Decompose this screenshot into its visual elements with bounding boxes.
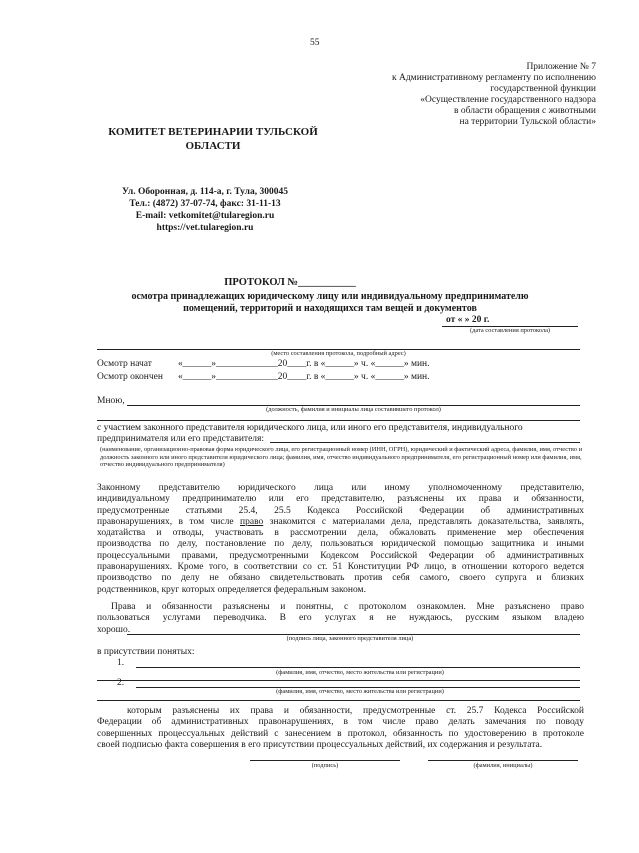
participation-caption: (наименование, организационно-правовая форма юридического лица, его регистрационный номер (ИНН, ОГРН), юридический и фактический адреса, фамилия, имя, отчество и должность законного или иного представителя юридического лица; фамилия, имя, отчество индивидуального предпринимателя, его регистрационный номер или фамилия, имя, отчество индивидуального предпринимателя)	[100, 446, 583, 469]
witness-1-caption: (фамилия, имя, отчество, место жительства или регистрации)	[276, 669, 444, 676]
participation-line-fill[interactable]	[270, 442, 580, 443]
protocol-title: ПРОТОКОЛ №___________	[224, 277, 356, 288]
me-caption: (должность, фамилия и инициалы лица составившего протокол)	[266, 406, 441, 413]
rights-line: Законному представителю юридического лица или иному уполномоченному представителю,	[97, 483, 584, 493]
appendix-line: «Осуществление государственного надзора	[420, 95, 596, 105]
org-address: Ул. Оборонная, д. 114-а, г. Тула, 300045	[121, 187, 288, 197]
inspection-end-fields[interactable]: «______»_____________20____г. в «______» ч. «______» мин.	[178, 372, 430, 382]
witness-number-2: 2.	[117, 678, 125, 688]
appendix-note	[296, 62, 596, 128]
rights-line	[97, 517, 584, 528]
explained-line: пользоваться услугами переводчика. В его услугах я не нуждаюсь, русским языком владею	[97, 613, 584, 624]
footer-signature-caption: (подпись)	[311, 762, 339, 769]
rights-line: индивидуальному предпринимателю или его представителю, разъяснены их права и обязанности,	[97, 494, 584, 505]
org-contacts	[100, 186, 310, 234]
org-name-line: КОМИТЕТ ВЕТЕРИНАРИИ ТУЛЬСКОЙ	[108, 126, 318, 138]
rights-paragraph	[97, 483, 584, 596]
witness-number-1: 1.	[117, 658, 125, 668]
me-line-2[interactable]	[97, 420, 580, 421]
org-phone: Тел.: (4872) 37-07-74, факс: 31-11-13	[129, 199, 281, 209]
witness-2-line-2[interactable]	[97, 700, 580, 701]
witness-1-line[interactable]	[136, 667, 580, 668]
subtitle-line: осмотра принадлежащих юридическому лицу или индивидуальному предпринимателю	[131, 291, 529, 302]
appendix-line: в области обращения с животными	[454, 106, 596, 116]
rights-line: правонарушениях. Кроме того, в соответствии со ст. 51 Конституции РФ лицо, в отношении которого ведется	[97, 562, 584, 573]
rights-line: производства по делу, постановление по делу, пользоваться юридической помощью защитника и иными	[97, 539, 584, 550]
witness-rights-line: которым разъяснены их права и обязанности, предусмотренные ст. 25.7 Кодекса Российской	[127, 706, 584, 716]
place-caption: (место составления протокола, подробный адрес)	[271, 350, 406, 357]
participation-line: предпринимателя или его представителя:	[97, 434, 265, 444]
rights-line: производство по делу не обязано свидетельствовать против себя самого, своего супруга и близких	[97, 573, 584, 584]
rights-text: знакомится с материалами дела, представлять доказательства, заявлять,	[263, 516, 584, 527]
org-website: https://vet.tularegion.ru	[156, 223, 254, 233]
org-name	[98, 125, 328, 153]
org-name-line: ОБЛАСТИ	[185, 140, 241, 152]
footer-signature-line[interactable]	[250, 760, 400, 761]
explained-line: Права и обязанности разъяснены и понятны, с протоколом ознакомлен. Мне разъяснено право	[111, 602, 584, 612]
appendix-line: к Административному регламенту по исполнению	[392, 73, 596, 83]
appendix-line: государственной функции	[490, 84, 596, 94]
footer-name-line[interactable]	[428, 760, 578, 761]
appendix-line: Приложение № 7	[526, 62, 596, 72]
rights-explained	[97, 602, 584, 636]
explained-line: хорошо.	[97, 624, 131, 635]
footer-name-caption: (фамилия, инициалы)	[473, 762, 533, 769]
date-caption: (дата составления протокола)	[469, 327, 551, 334]
protocol-date: от « » 20 г.	[446, 315, 490, 325]
rights-line: процессуальными правами, предусмотренными Кодексом Российской Федерации об административных	[97, 550, 584, 561]
org-email: E-mail: vetkomitet@tularegion.ru	[135, 211, 275, 221]
page-number: 55	[310, 38, 320, 48]
inspection-end-label: Осмотр окончен	[97, 372, 163, 382]
protocol-subtitle	[60, 291, 600, 315]
rights-line: предусмотренные статьями 25.4, 25.5 Кодекса Российской Федерации об административных	[97, 505, 584, 516]
rights-underlined-word: право	[240, 516, 264, 527]
witness-rights-line: своей подписью факта совершения в его присутствии процессуальных действий, их содержания и результата.	[97, 740, 543, 751]
inspection-start-fields[interactable]: «______»_____________20____г. в «______» ч. «______» мин.	[178, 359, 430, 369]
appendix-line: на территории Тульской области»	[459, 117, 596, 127]
signature-caption: (подпись лица, законного представителя лица)	[286, 635, 414, 642]
witness-rights-line: совершенных процессуальных действий с занесением в протокол, обязанность по удостоверению в протоколе	[97, 728, 584, 739]
me-label: Мною,	[97, 396, 125, 406]
witness-rights	[97, 706, 584, 752]
witnesses-label: в присутствии понятых:	[97, 647, 195, 657]
witness-rights-line: Федерации об административных правонарушениях, в том числе право делать замечания по поводу	[97, 717, 584, 728]
rights-text: правонарушениях, в том числе	[97, 516, 241, 527]
participation-line: с участием законного представителя юридического лица, или иного его представителя, индивидуального	[97, 423, 523, 433]
witness-2-caption: (фамилия, имя, отчество, место жительства или регистрации)	[276, 688, 444, 695]
inspection-start-label: Осмотр начат	[97, 359, 152, 369]
witness-1-line-2[interactable]	[97, 680, 580, 681]
rights-line: родственников, круг которых определяется федеральным законом.	[97, 584, 366, 595]
rights-line: ходатайства и отводы, участвовать в рассмотрении дела, обжаловать применение мер обеспечения	[97, 528, 584, 539]
subtitle-line: помещений, территорий и находящихся там вещей и документов	[183, 303, 477, 314]
